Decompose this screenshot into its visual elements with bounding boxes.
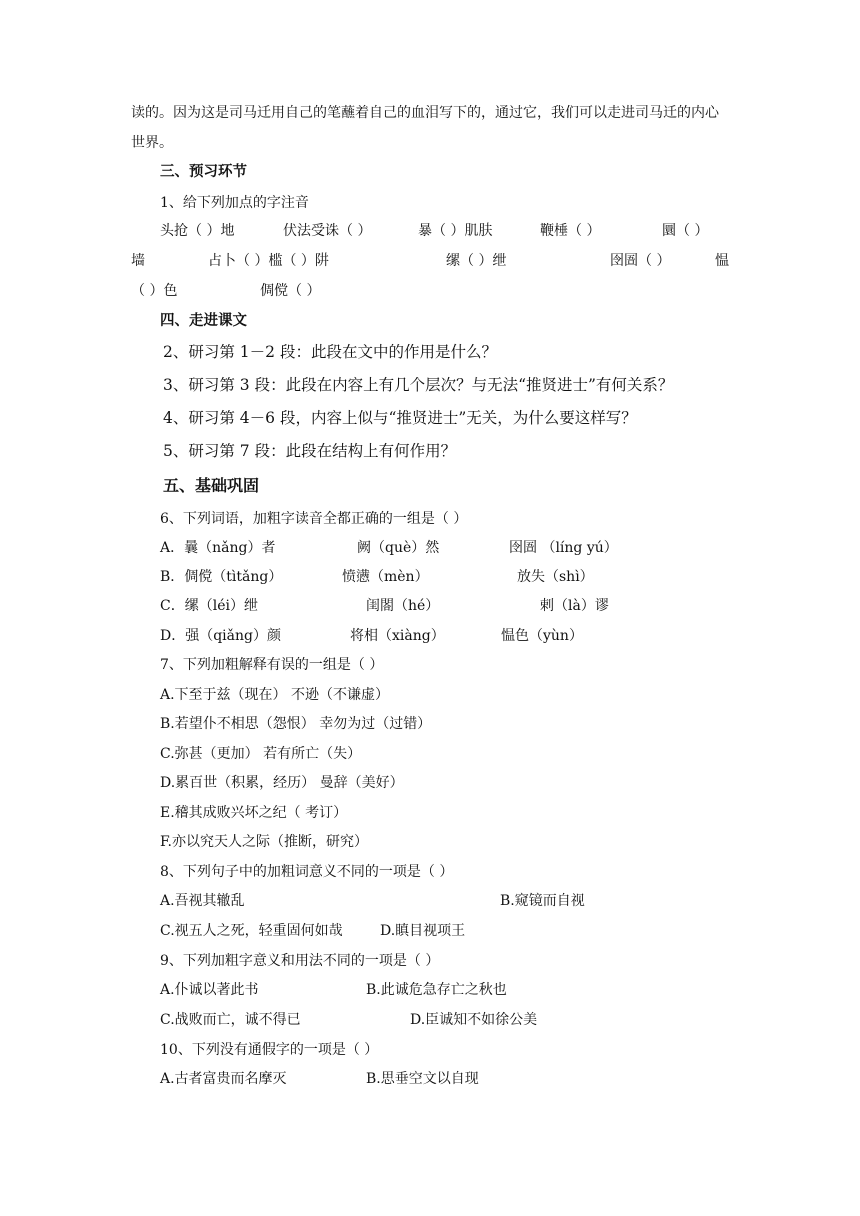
option-part: 放失（shì） (517, 569, 594, 585)
section-5-heading: 五、基础巩固 (163, 476, 260, 495)
pinyin-item: 囹圄（ ） (610, 253, 671, 269)
option-part: C.视五人之死，轻重固何如哉 (160, 923, 343, 939)
pinyin-item: 愠 (715, 253, 729, 269)
option-part: D.瞋目视项王 (380, 923, 466, 939)
pinyin-item: 圜（ ） (662, 223, 709, 239)
pinyin-item: 倜傥（ ） (260, 283, 321, 299)
q6-option-d (0, 627, 860, 647)
study-question: 2、研习第 1－2 段：此段在文中的作用是什么？ (163, 343, 497, 361)
option-part: A.仆诚以著此书 (160, 982, 259, 998)
section-3-heading: 三、预习环节 (160, 163, 247, 180)
question-10-stem: 10、下列没有通假字的一项是（ ） (160, 1042, 379, 1058)
option-part: 囹圄 （líng yú） (509, 540, 618, 556)
option-part: C.战败而亡，诚不得已 (160, 1012, 301, 1028)
option-part: 将相（xiàng） (350, 628, 445, 644)
study-question: 5、研习第 7 段：此段在结构上有何作用？ (163, 442, 457, 460)
study-question: 4、研习第 4－6 段，内容上似与“推贤进士”无关，为什么要这样写？ (163, 409, 637, 427)
option-part: A．曩（nǎng）者 (160, 540, 276, 556)
pinyin-item: 墙 (131, 253, 145, 269)
question-1-stem: 1、给下列加点的字注音 (160, 195, 309, 211)
option-part: B.此诚危急存亡之秋也 (366, 982, 507, 998)
option-part: C．缧（léi）绁 (160, 598, 258, 614)
option-part: D．强（qiǎng）颜 (160, 628, 281, 644)
option-part: 阙（què）然 (357, 540, 440, 556)
q7-option: A.下至于兹（现在） 不逊（不谦虚） (160, 687, 390, 703)
pinyin-row-2 (0, 252, 860, 272)
q8-options-ab (0, 892, 860, 912)
pinyin-item: （ ）色 (131, 283, 178, 299)
pinyin-row-1 (0, 222, 860, 242)
option-part: 闺閤（hé） (366, 598, 440, 614)
q10-options-ab (0, 1070, 860, 1090)
q7-option: B.若望仆不相思（怨恨） 幸勿为过（过错） (160, 716, 432, 732)
option-part: 愤懑（mèn） (342, 569, 429, 585)
pinyin-item: 头抢（ ）地 (160, 223, 235, 239)
option-part: D.臣诚知不如徐公美 (410, 1012, 538, 1028)
option-part: B.思垂空文以自现 (366, 1071, 479, 1087)
pinyin-item: 缧（ ）绁 (446, 253, 507, 269)
intro-line-1: 读的。因为这是司马迁用自己的笔蘸着自己的血泪写下的，通过它，我们可以走进司马迁的内心 (131, 105, 719, 121)
pinyin-item: 暴（ ）肌肤 (418, 223, 493, 239)
q8-options-cd (0, 922, 860, 942)
question-9-stem: 9、下列加粗字意义和用法不同的一项是（ ） (160, 953, 440, 969)
q9-options-cd (0, 1011, 860, 1031)
question-7-stem: 7、下列加粗解释有误的一组是（ ） (160, 657, 384, 673)
q6-option-b (0, 568, 860, 588)
study-question: 3、研习第 3 段：此段在内容上有几个层次？与无法“推贤进士”有何关系？ (163, 376, 674, 394)
q7-option: C.弥甚（更加） 若有所亡（失） (160, 746, 362, 762)
q7-option: E.稽其成败兴坏之纪（ 考订） (160, 805, 348, 821)
q7-option: D.累百世（积累，经历） 曼辞（美好） (160, 775, 404, 791)
pinyin-row-3 (0, 282, 860, 302)
q6-option-c (0, 597, 860, 617)
q7-option: F.亦以究天人之际（推断，研究） (160, 834, 368, 850)
section-4-heading: 四、走进课文 (160, 312, 247, 329)
option-part: A.古者富贵而名摩灭 (160, 1071, 287, 1087)
q9-options-ab (0, 981, 860, 1001)
pinyin-item: 占卜（ ）槛（ ）阱 (208, 253, 329, 269)
option-part: 愠色（yùn） (501, 628, 583, 644)
option-part: 剌（là）谬 (540, 598, 609, 614)
intro-line-2: 世界。 (131, 135, 173, 151)
pinyin-item: 鞭棰（ ） (540, 223, 601, 239)
option-part: B．倜傥（tìtǎng） (160, 569, 283, 585)
question-8-stem: 8、下列句子中的加粗词意义不同的一项是（ ） (160, 864, 454, 880)
pinyin-item: 伏法受诛（ ） (283, 223, 372, 239)
option-part: A.吾视其辙乱 (160, 893, 245, 909)
q6-option-a (0, 539, 860, 559)
question-6-stem: 6、下列词语，加粗字读音全都正确的一组是（ ） (160, 511, 468, 527)
option-part: B.窥镜而自视 (500, 893, 585, 909)
